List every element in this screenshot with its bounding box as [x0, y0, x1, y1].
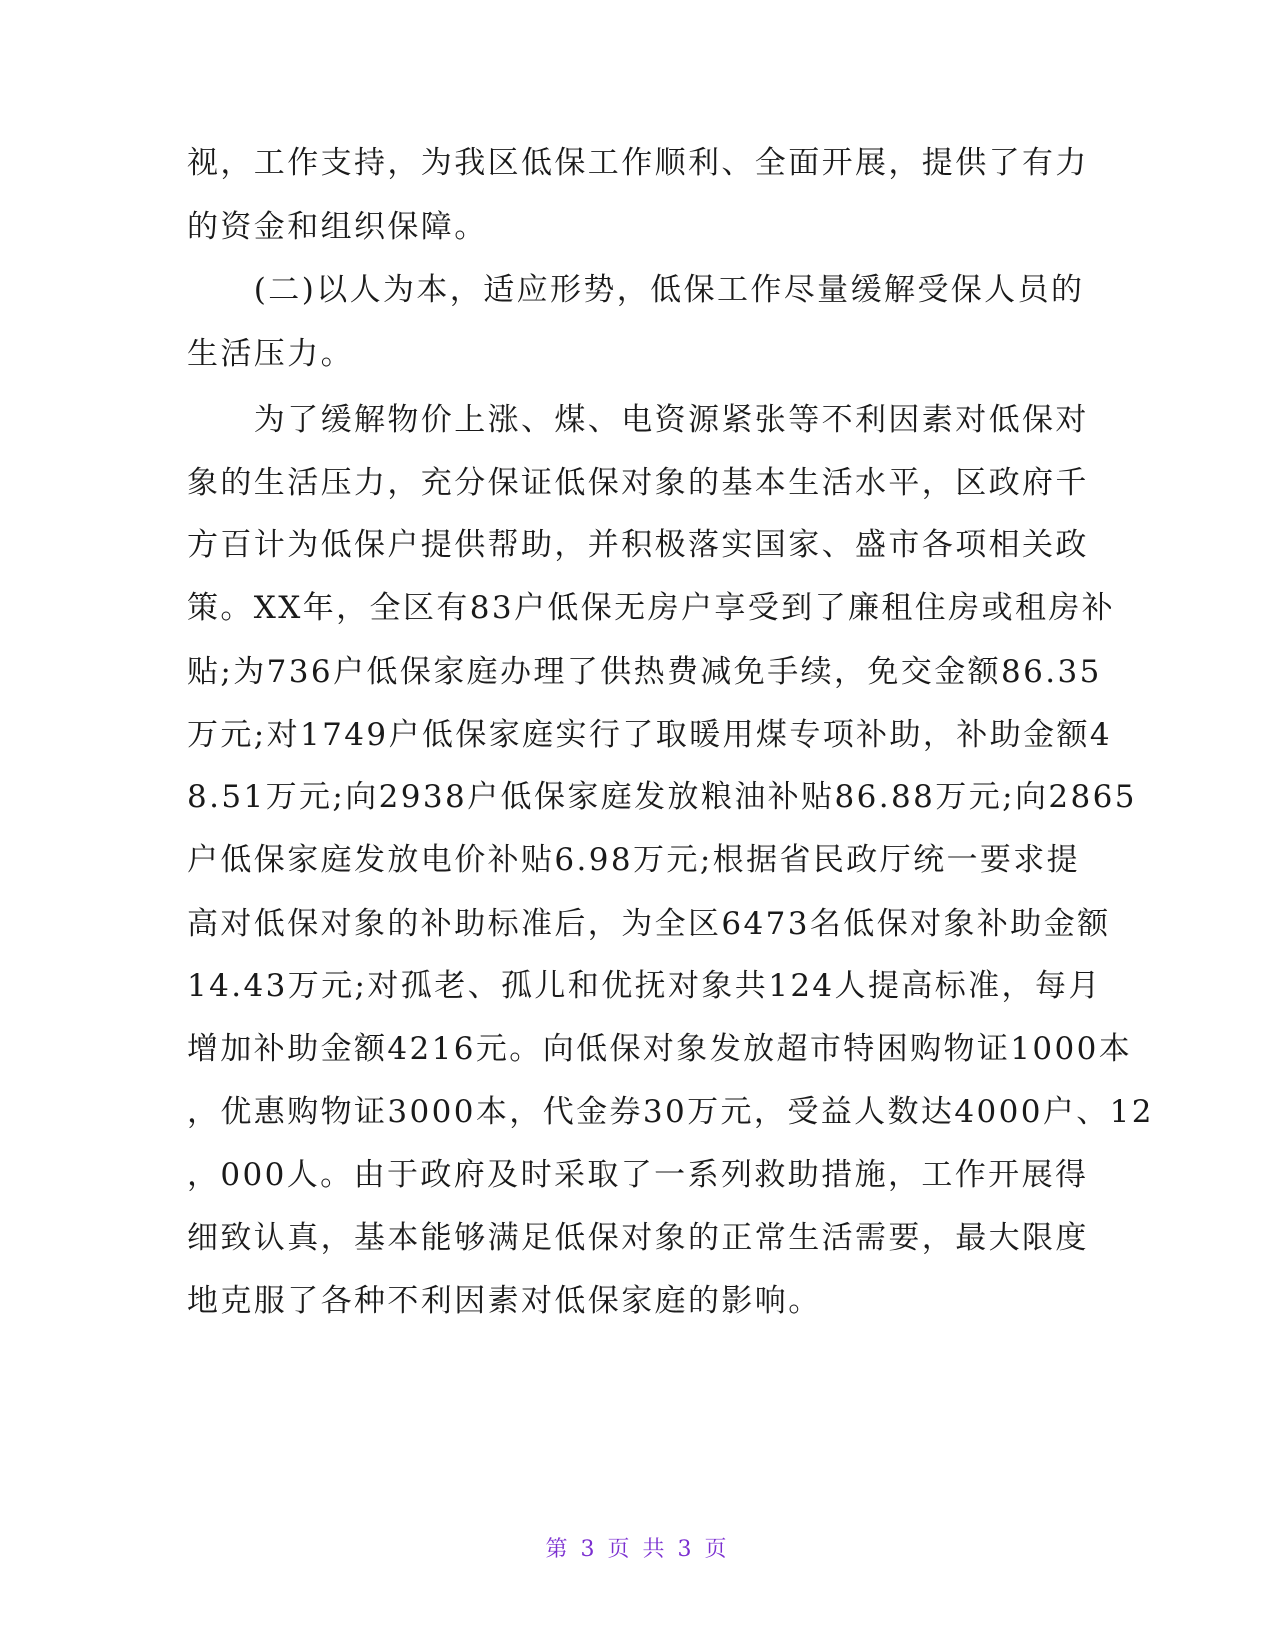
text-line: 策。XX年，全区有83户低保无房户享受到了廉租住房或租房补	[187, 590, 1116, 626]
text-line: 为了缓解物价上涨、煤、电资源紧张等不利因素对低保对	[187, 402, 1089, 438]
text-line: (二)以人为本，适应形势，低保工作尽量缓解受保人员的	[187, 272, 1085, 308]
text-line: 14.43万元;对孤老、孤儿和优抚对象共124人提高标准，每月	[187, 968, 1102, 1004]
text-line: 8.51万元;向2938户低保家庭发放粮油补贴86.88万元;向2865	[187, 779, 1137, 815]
text-line: ，000人。由于政府及时采取了一系列救助措施，工作开展得	[187, 1157, 1089, 1193]
text-line: 户低保家庭发放电价补贴6.98万元;根据省民政厅统一要求提	[187, 842, 1081, 878]
text-line: 贴;为736户低保家庭办理了供热费减免手续，免交金额86.35	[187, 654, 1102, 690]
text-line: 象的生活压力，充分保证低保对象的基本生活水平，区政府千	[187, 465, 1089, 501]
text-line: 地克服了各种不利因素对低保家庭的影响。	[187, 1283, 822, 1319]
text-line: ，优惠购物证3000本，代金券30万元，受益人数达4000户、12	[187, 1094, 1154, 1130]
text-line: 的资金和组织保障。	[187, 209, 488, 245]
text-line: 高对低保对象的补助标准后，为全区6473名低保对象补助金额	[187, 906, 1111, 942]
page-number-footer: 第 3 页 共 3 页	[545, 1537, 730, 1562]
text-line: 方百计为低保户提供帮助，并积极落实国家、盛市各项相关政	[187, 527, 1089, 563]
text-line: 视，工作支持，为我区低保工作顺利、全面开展，提供了有力	[187, 145, 1089, 181]
text-line: 增加补助金额4216元。向低保对象发放超市特困购物证1000本	[187, 1031, 1133, 1067]
text-line: 生活压力。	[187, 336, 354, 372]
text-line: 细致认真，基本能够满足低保对象的正常生活需要，最大限度	[187, 1220, 1089, 1256]
text-line: 万元;对1749户低保家庭实行了取暖用煤专项补助，补助金额4	[187, 717, 1113, 753]
